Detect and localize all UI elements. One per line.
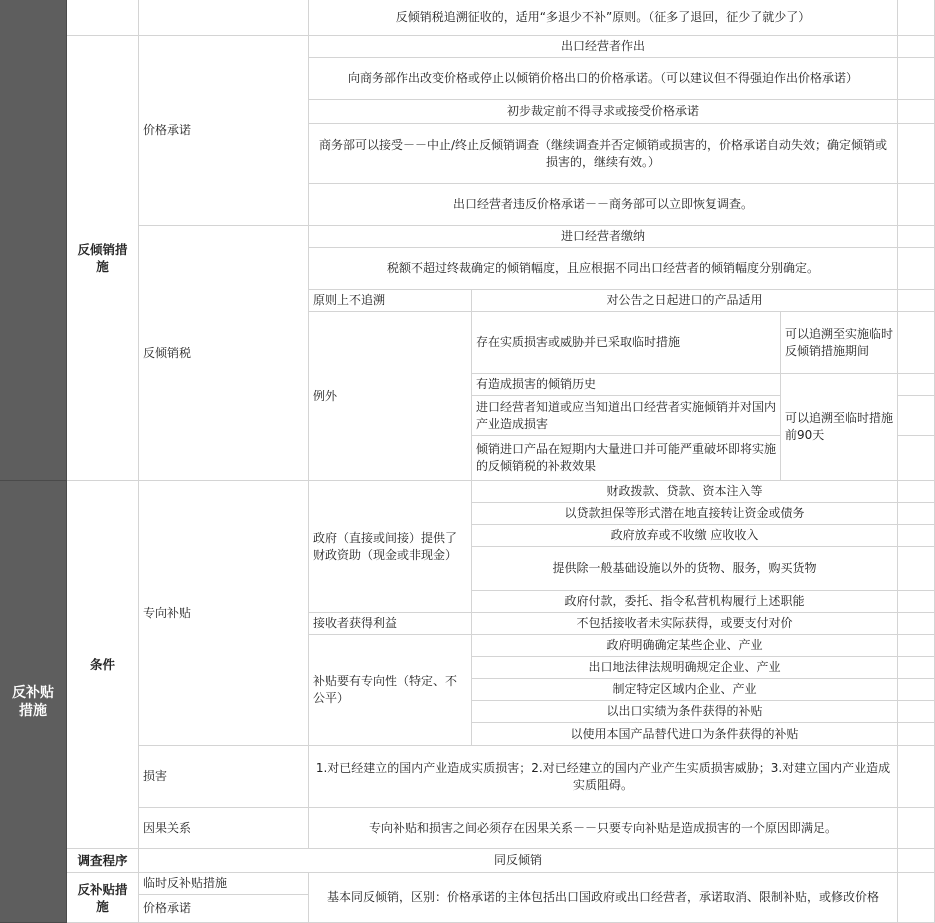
blank-cell	[898, 613, 935, 635]
label-specific-subsidy: 专向补贴	[139, 481, 309, 746]
section-anti-subsidy	[0, 481, 67, 923]
pu-row-5: 出口经营者违反价格承诺－－商务部可以立即恢复调查。	[309, 184, 898, 226]
category-procedure: 调查程序	[67, 849, 139, 873]
category-anti-dumping-label: 反倾销措施	[77, 242, 128, 274]
gov-item-3: 政府放弃或不收缴 应收收入	[472, 525, 898, 547]
blank-cell	[898, 436, 935, 481]
exception-result-2: 可以追溯至临时措施前90天	[781, 374, 898, 481]
section-anti-subsidy-label: 反补贴措施	[12, 684, 54, 719]
blank-cell	[898, 58, 935, 100]
blank-cell	[898, 873, 935, 923]
gov-item-1: 财政拨款、贷款、资本注入等	[472, 481, 898, 503]
blank-cell	[898, 657, 935, 679]
blank-cell	[898, 226, 935, 248]
category-anti-dumping-measures	[67, 36, 139, 481]
category-measures-label: 反补贴措施	[77, 881, 128, 914]
gov-item-2: 以贷款担保等形式潜在地直接转让资金或债务	[472, 503, 898, 525]
procedure-text: 同反倾销	[139, 849, 898, 873]
exception-label: 例外	[309, 312, 472, 481]
gov-item-4: 提供除一般基础设施以外的货物、服务，购买货物	[472, 547, 898, 591]
category-measures	[67, 873, 139, 923]
no-retro-text: 对公告之日起进口的产品适用	[472, 290, 898, 312]
blank-cell	[898, 290, 935, 312]
blank-cell	[898, 36, 935, 58]
blank-cell	[898, 723, 935, 746]
blank-cell	[898, 701, 935, 723]
blank-cell	[898, 635, 935, 657]
blank-cell	[898, 184, 935, 226]
blank-cell	[898, 481, 935, 503]
benefit-label: 接收者获得利益	[309, 613, 472, 635]
spec-item-1: 政府明确确定某些企业、产业	[472, 635, 898, 657]
label-injury: 损害	[139, 746, 309, 808]
blank-cell	[898, 746, 935, 808]
pu-row-3: 初步裁定前不得寻求或接受价格承诺	[309, 100, 898, 124]
blank-cell	[898, 396, 935, 436]
blank-cell	[898, 312, 935, 374]
blank-cell	[898, 547, 935, 591]
no-retro-label: 原则上不追溯	[309, 290, 472, 312]
blank-cell	[898, 100, 935, 124]
label-price-undertaking-subsidy: 价格承诺	[139, 895, 309, 923]
blank-cell	[139, 0, 309, 36]
causation-text: 专向补贴和损害之间必须存在因果关系－－只要专向补贴是造成损害的一个原因即满足。	[309, 808, 898, 849]
exception-1: 存在实质损害或威胁并已采取临时措施	[472, 312, 781, 374]
spec-item-4: 以出口实绩为条件获得的补贴	[472, 701, 898, 723]
measures-text: 基本同反倾销，区别：价格承诺的主体包括出口国政府或出口经营者，承诺取消、限制补贴，或修改价格	[309, 873, 898, 923]
exception-4: 倾销进口产品在短期内大量进口并可能严重破坏即将实施的反倾销税的补救效果	[472, 436, 781, 481]
blank-cell	[67, 0, 139, 36]
injury-text: 1.对已经建立的国内产业造成实质损害；2.对已经建立的国内产业产生实质损害威胁；3.对建立国内产业造成实质阻碍。	[309, 746, 898, 808]
pu-row-1: 出口经营者作出	[309, 36, 898, 58]
benefit-text: 不包括接收者未实际获得，或要支付对价	[472, 613, 898, 635]
exception-2: 有造成损害的倾销历史	[472, 374, 781, 396]
spec-item-2: 出口地法律法规明确规定企业、产业	[472, 657, 898, 679]
blank-cell	[898, 591, 935, 613]
category-conditions: 条件	[67, 481, 139, 849]
spec-item-3: 制定特定区域内企业、产业	[472, 679, 898, 701]
blank-cell	[898, 503, 935, 525]
gov-financial-label: 政府（直接或间接）提供了财政资助（现金或非现金）	[309, 481, 472, 613]
label-anti-dumping-duty: 反倾销税	[139, 226, 309, 481]
pu-row-2: 向商务部作出改变价格或停止以倾销价格出口的价格承诺。（可以建议但不得强迫作出价格承诺）	[309, 58, 898, 100]
label-price-undertaking: 价格承诺	[139, 36, 309, 226]
blank-cell	[898, 248, 935, 290]
duty-payer: 进口经营者缴纳	[309, 226, 898, 248]
label-causation: 因果关系	[139, 808, 309, 849]
blank-cell	[898, 374, 935, 396]
spec-item-5: 以使用本国产品替代进口为条件获得的补贴	[472, 723, 898, 746]
blank-cell	[898, 679, 935, 701]
blank-cell	[898, 849, 935, 873]
blank-cell	[898, 124, 935, 184]
exception-3: 进口经营者知道或应当知道出口经营者实施倾销并对国内产业造成损害	[472, 396, 781, 436]
blank-cell	[898, 808, 935, 849]
label-provisional-measures: 临时反补贴措施	[139, 873, 309, 895]
retroactive-rule: 反倾销税追溯征收的，适用“多退少不补”原则。（征多了退回，征少了就少了）	[309, 0, 898, 36]
exception-1-result: 可以追溯至实施临时反倾销措施期间	[781, 312, 898, 374]
blank-cell	[898, 525, 935, 547]
gov-item-5: 政府付款，委托、指令私营机构履行上述职能	[472, 591, 898, 613]
pu-row-4: 商务部可以接受－－中止/终止反倾销调查（继续调查并否定倾销或损害的，价格承诺自动失效；确定倾销或损害的，继续有效。）	[309, 124, 898, 184]
specificity-label: 补贴要有专向性（特定、不公平）	[309, 635, 472, 746]
duty-amount: 税额不超过终裁确定的倾销幅度，且应根据不同出口经营者的倾销幅度分别确定。	[309, 248, 898, 290]
section-anti-dumping	[0, 0, 67, 481]
blank-cell	[898, 0, 935, 36]
